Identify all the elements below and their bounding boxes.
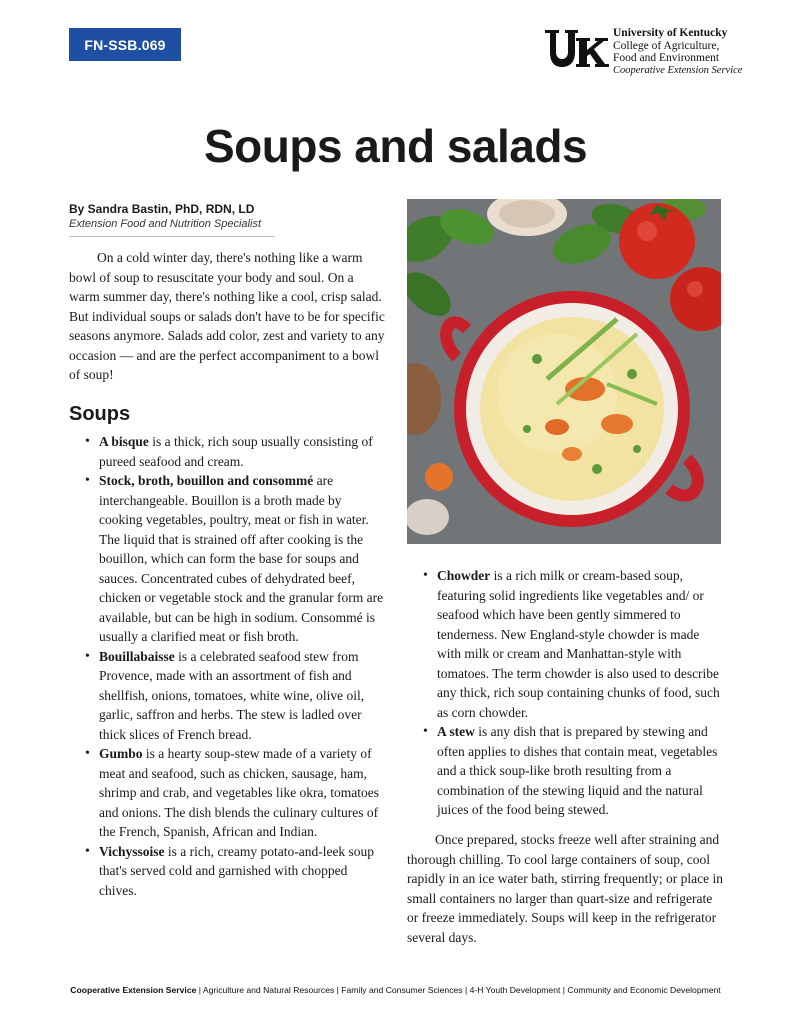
soup-description: is a celebrated seafood stew from Provence, made with an assortment of fish and shellfish, onions, tomatoes, white wine, olive oil, garlic, saffron and herbs. The stew is ladled over thick slices of French bread. xyxy=(99,648,365,742)
uk-logo-icon xyxy=(543,27,609,73)
soup-description: is a rich, creamy potato-and-leek soup that's served cold and garnished with chopped chives. xyxy=(99,843,375,898)
soup-description: are interchangeable. Bouillon is a broth made by cooking vegetables, poultry, meat or fish in water. The liquid that is strained off after cooking is the bouillon, which can form the base for soups and sauces. Concentrated cubes of dehydrated beef, chicken or vegetable stock and the granular form are available, but can be high in sodium. Consommé is usually a clarified meat or fish broth. xyxy=(99,473,384,644)
soup-bowl-photo xyxy=(407,199,721,544)
soup-term: Bouillabaisse xyxy=(99,648,175,664)
intro-paragraph: On a cold winter day, there's nothing like a warm bowl of soup to resuscitate your body and soul. On a warm summer day, there's nothing like a cool, crisp salad. But individual soups or salads don't have to be for specific seasons anymore. Salads add color, zest and variety to any occasion — and are the perfect accompaniment to a bowl of soup! xyxy=(69,250,385,382)
soup-bowl-illustration xyxy=(407,199,721,544)
closing-paragraph: Once prepared, stocks freeze well after straining and thorough chilling. To cool large containers of soup, cool rapidly in an ice water bath, stirring frequently; or place in small containers no larger than quart-size and refrigerate or freeze immediately. Soups will keep in the refrigerator several days. xyxy=(407,832,724,945)
soups-list-left xyxy=(69,432,385,900)
college-name-line2: Food and Environment xyxy=(613,52,720,64)
list-item xyxy=(69,744,385,842)
soup-term: Chowder xyxy=(437,568,491,583)
soup-description: is a hearty soup-stew made of a variety of meat and seafood, such as chicken, sausage, ham, shrimp and crab, and vegetables like okra, tomatoes and onions. The dish blends the culinary cultures of the French, Spanish, African and Indian. xyxy=(99,746,380,839)
list-item xyxy=(69,432,385,471)
university-name: University of Kentucky xyxy=(613,27,728,39)
soups-list-right xyxy=(407,566,723,820)
author-role: Extension Food and Nutrition Specialist xyxy=(69,218,261,230)
carrot-slice-icon xyxy=(425,463,453,491)
soup-term: Stock, broth, bouillon and consommé xyxy=(99,473,314,488)
author-name: By Sandra Bastin, PhD, RDN, LD xyxy=(69,202,255,216)
list-item xyxy=(407,722,723,820)
soup-description: is a rich milk or cream-based soup, featuring solid ingredients like vegetables and/ or seafood which have been gently simmered to tenderness. New England-style chowder is made with milk or cream and Manhattan-style with tomatoes. The term chowder is also used to describe any thick, rich soup containing chunks of food, such as corn chowder. xyxy=(437,568,720,720)
page-title: Soups and salads xyxy=(203,120,588,172)
footer-lead: Cooperative Extension Service xyxy=(70,985,197,995)
list-item xyxy=(69,471,385,647)
footer xyxy=(0,984,791,996)
soup-term: A bisque xyxy=(99,434,149,449)
institution-name xyxy=(613,27,742,77)
college-name-line1: College of Agriculture, xyxy=(613,39,720,52)
soup-term: Vichyssoise xyxy=(99,843,165,859)
soups-heading: Soups xyxy=(69,403,131,425)
list-item xyxy=(69,842,385,901)
soup-description: is any dish that is prepared by stewing and often applies to dishes that contain meat, vegetables and a thick soup-like broth resulting from a combination of the stewing liquid and the natural juices of the food being stewed. xyxy=(437,724,718,817)
byline xyxy=(69,202,275,237)
soup-term: Gumbo xyxy=(99,746,143,761)
list-item xyxy=(407,566,723,722)
byline-divider xyxy=(69,236,275,237)
extension-service-name: Cooperative Extension Service xyxy=(613,64,743,76)
soup-term: A stew xyxy=(437,724,475,739)
document-code-badge: FN-SSB.069 xyxy=(69,28,181,61)
soup-description: is a thick, rich soup usually consisting of pureed seafood and cream. xyxy=(99,434,373,469)
list-item xyxy=(69,647,385,745)
footer-programs: | Agriculture and Natural Resources | Family and Consumer Sciences | 4-H Youth Development | Community and Economic Development xyxy=(196,985,721,995)
